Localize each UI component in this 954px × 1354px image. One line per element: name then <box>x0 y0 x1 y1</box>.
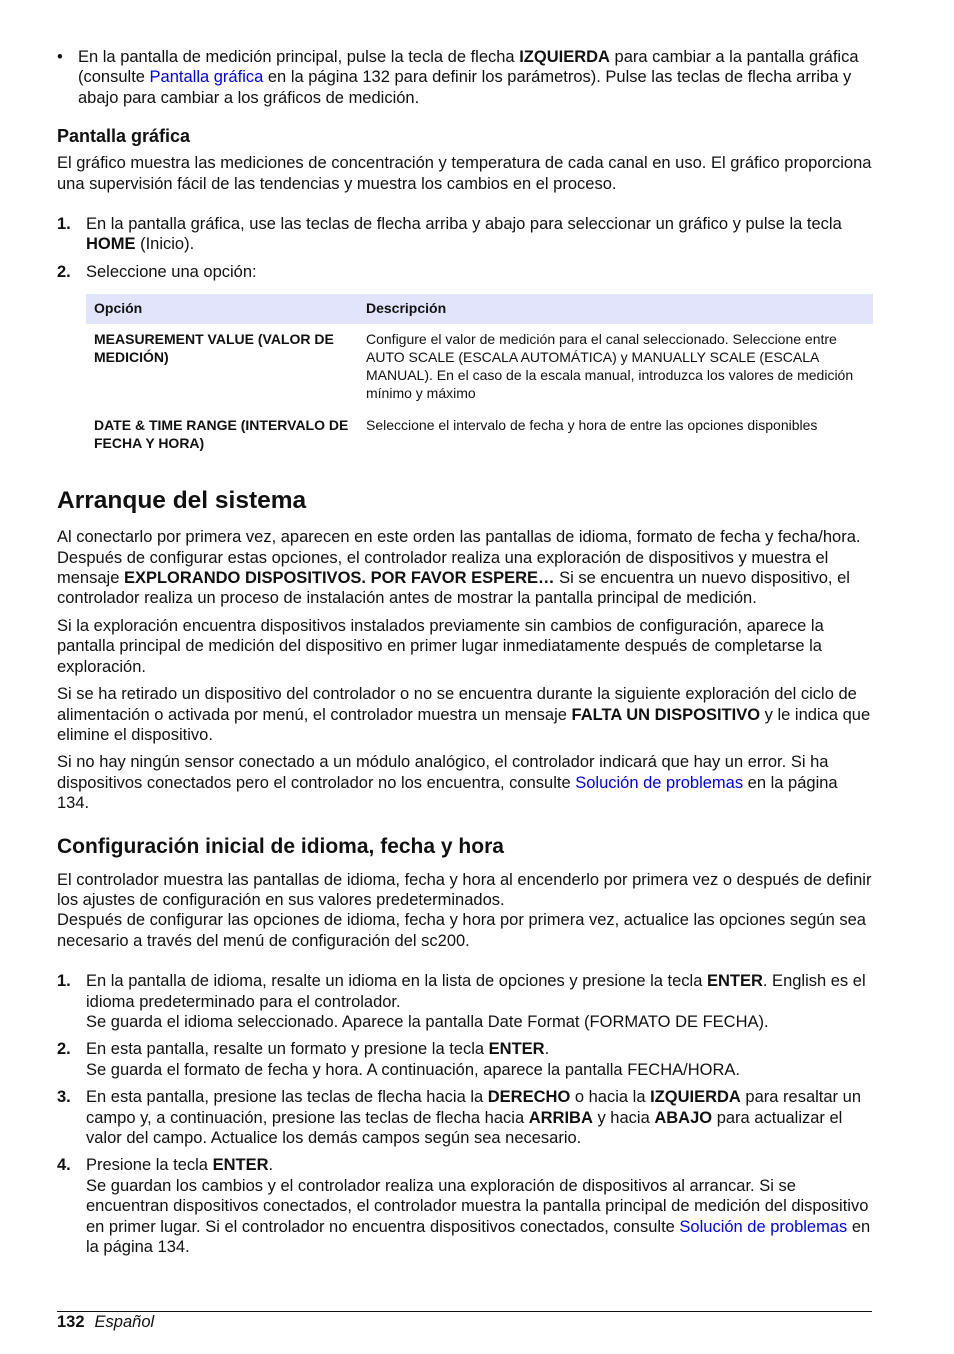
step-number: 2. <box>57 1040 71 1059</box>
config-intro-2: Después de configurar las opciones de idioma, fecha y hora por primera vez, actualice las opciones según sea necesario a través del menú de configuración del sc200. <box>57 911 866 950</box>
step-number: 1. <box>57 215 71 234</box>
step-bold-key: ABAJO <box>654 1108 713 1127</box>
step-text: o hacia la <box>570 1088 651 1107</box>
step-number: 4. <box>57 1156 71 1175</box>
graph-steps-list <box>57 214 872 282</box>
troubleshooting-link[interactable]: Solución de problemas <box>679 1217 848 1236</box>
bullet-text: En la pantalla de medición principal, pulse la tecla de flecha <box>78 48 520 66</box>
step-number: 3. <box>57 1088 71 1107</box>
config-steps-list <box>57 971 872 1257</box>
paragraph-text: Al conectarlo por primera vez, aparecen en este orden las pantallas de idioma, formato de fecha y fecha/hora. Después de configurar estas opciones, el controlador realiza una exploración de dispositivos y muestra el mensaje <box>57 528 861 588</box>
paragraph-text: Si se ha retirado un dispositivo del controlador o no se encuentra durante la siguiente exploración del ciclo de alimentación o activada por menú, el controlador muestra un mensaje <box>57 685 857 724</box>
step-text: En la pantalla gráfica, use las teclas de flecha arriba y abajo para seleccionar un gráfico y pulse la tecla <box>86 215 842 234</box>
step-text: Presione la tecla <box>86 1156 213 1175</box>
step-bold-key: ENTER <box>488 1040 545 1059</box>
table-row <box>86 410 873 460</box>
message-bold: EXPLORANDO DISPOSITIVOS. POR FAVOR ESPERE… <box>123 569 555 588</box>
graph-section-title: Pantalla gráfica <box>57 126 191 147</box>
table-cell-description: Configure el valor de medición para el canal seleccionado. Seleccione entre AUTO SCALE (ESCALA AUTOMÁTICA) y MANUALLY SCALE (ESCALA MANUAL). En el caso de la escala manual, introduzca los valores de medición mínimo y máximo <box>366 331 854 402</box>
troubleshooting-link[interactable]: Solución de problemas <box>575 773 744 792</box>
step-text: . <box>268 1156 274 1175</box>
graph-step-2 <box>57 262 872 282</box>
step-number: 2. <box>57 262 71 281</box>
step-number: 1. <box>57 972 71 991</box>
step-text: Seleccione una opción: <box>86 262 257 281</box>
bullet-text: en la página 132 para definir los parámetros). Pulse las teclas de flecha arriba y abajo para cambiar a los gráficos de medición. <box>78 68 852 107</box>
paragraph-text: y le indica que elimine el dispositivo. <box>57 705 871 744</box>
config-intro-1: El controlador muestra las pantallas de idioma, fecha y hora al encenderlo por primera vez o después de definir los ajustes de configuración en sus valores predeterminados. <box>57 870 872 909</box>
paragraph-text: Si se encuentra un nuevo dispositivo, el controlador realiza un proceso de instalación antes de mostrar la pantalla principal de medición. <box>57 569 850 608</box>
footer-divider <box>57 1311 872 1312</box>
page-footer <box>57 1312 154 1332</box>
bullet-bold-key: IZQUIERDA <box>519 48 610 66</box>
table-cell-option: MEASUREMENT VALUE (VALOR DE MEDICIÓN) <box>94 331 334 366</box>
startup-paragraph-1 <box>57 527 872 609</box>
step-text: para resaltar un campo y, a continuación, presione las teclas de flecha hacia <box>86 1088 861 1127</box>
step-bold-key: ENTER <box>706 972 763 991</box>
startup-paragraph-3 <box>57 684 872 745</box>
page-content <box>57 47 872 1257</box>
step-bold-key: IZQUIERDA <box>650 1088 741 1107</box>
bullet-item <box>57 47 872 108</box>
table-row <box>86 324 873 410</box>
step-result: Se guarda el idioma seleccionado. Aparece la pantalla Date Format (FORMATO DE FECHA). <box>86 1012 769 1031</box>
step-text: . English es el idioma predeterminado para el controlador. <box>86 972 866 1011</box>
bullet-marker: • <box>57 48 63 66</box>
config-step-2 <box>57 1039 872 1080</box>
step-text: . <box>544 1040 550 1059</box>
step-bold-key: ENTER <box>212 1156 269 1175</box>
step-bold-key: HOME <box>86 235 136 254</box>
startup-section-title: Arranque del sistema <box>57 487 307 515</box>
config-section-title: Configuración inicial de idioma, fecha y hora <box>57 834 504 858</box>
step-result: Se guarda el formato de fecha y hora. A continuación, aparece la pantalla FECHA/HORA. <box>86 1060 740 1079</box>
step-text: (Inicio). <box>135 235 195 254</box>
step-text: para actualizar el valor del campo. Actualice los demás campos según sea necesario. <box>86 1108 843 1147</box>
step-result: Se guardan los cambios y el controlador realiza una exploración de dispositivos al arrancar. Si se encuentran dispositivos conectados, el controlador muestra la pantalla principal de medición del dispositivo en primer lugar. Si el controlador no encuentra dispositivos conectados, consulte <box>86 1176 869 1236</box>
config-step-1 <box>57 971 872 1032</box>
table-header-row <box>86 294 873 324</box>
step-bold-key: ARRIBA <box>528 1108 593 1127</box>
bullet-text: para cambiar a la pantalla gráfica (consulte <box>78 48 859 87</box>
startup-paragraph-4 <box>57 752 872 813</box>
step-text: En la pantalla de idioma, resalte un idioma en la lista de opciones y presione la tecla <box>86 972 707 991</box>
pantalla-grafica-link[interactable]: Pantalla gráfica <box>149 68 264 87</box>
graph-section-intro: El gráfico muestra las mediciones de concentración y temperatura de cada canal en uso. El gráfico proporciona una supervisión fácil de las tendencias y muestra los cambios en el proceso. <box>57 154 872 193</box>
table-header-option: Opción <box>86 294 358 324</box>
step-text: En esta pantalla, presione las teclas de flecha hacia la <box>86 1088 488 1107</box>
options-table <box>86 294 873 460</box>
config-step-4 <box>57 1155 872 1257</box>
table-cell-option: DATE & TIME RANGE (INTERVALO DE FECHA Y HORA) <box>94 417 349 452</box>
step-bold-key: DERECHO <box>487 1088 571 1107</box>
page-number: 132 <box>57 1313 85 1331</box>
paragraph-text: en la página 134. <box>57 773 838 813</box>
config-step-3 <box>57 1087 872 1148</box>
step-text: y hacia <box>592 1108 655 1127</box>
footer-language: Español <box>94 1313 155 1331</box>
step-result: en la página 134. <box>86 1217 871 1257</box>
startup-paragraph-2: Si la exploración encuentra dispositivos instalados previamente sin cambios de configuración, aparece la pantalla principal de medición del dispositivo en primer lugar inmediatamente después de completarse la exploración. <box>57 616 824 676</box>
message-bold: FALTA UN DISPOSITIVO <box>571 705 761 724</box>
paragraph-text: Si no hay ningún sensor conectado a un módulo analógico, el controlador indicará que hay un error. Si ha dispositivos conectados pero el controlador no los encuentra, consulte <box>57 753 829 792</box>
table-header-description: Descripción <box>358 294 873 324</box>
step-text: En esta pantalla, resalte un formato y presione la tecla <box>86 1040 489 1059</box>
graph-step-1 <box>57 214 872 255</box>
table-cell-description: Seleccione el intervalo de fecha y hora de entre las opciones disponibles <box>366 417 818 434</box>
